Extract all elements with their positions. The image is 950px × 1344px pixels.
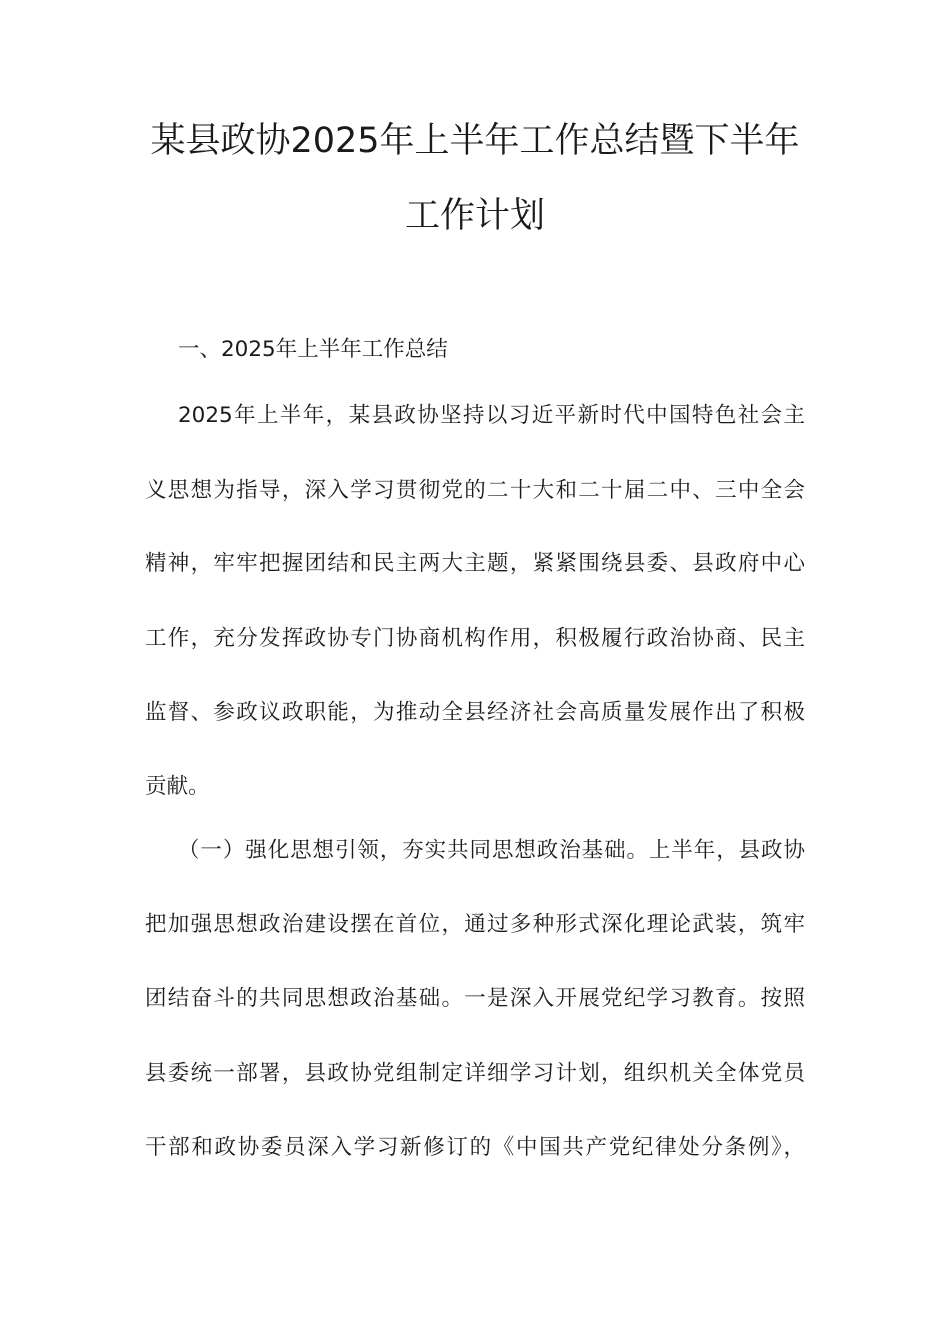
paragraph-2-line-5: 干部和政协委员深入学习新修订的《中国共产党纪律处分条例》， [145,1135,805,1160]
paragraph-2-line-4: 县委统一部署，县政协党组制定详细学习计划，组织机关全体党员 [145,1061,805,1086]
paragraph-2-line-3: 团结奋斗的共同思想政治基础。一是深入开展党纪学习教育。按照 [145,986,805,1011]
paragraph-1-line-1: 2025年上半年，某县政协坚持以习近平新时代中国特色社会主 [178,403,805,428]
document-title-line-2: 工作计划 [404,196,545,236]
paragraph-2-line-1: （一）强化思想引领，夯实共同思想政治基础。上半年，县政协 [178,838,805,863]
paragraph-1-line-3: 精神，牢牢把握团结和民主两大主题，紧紧围绕县委、县政府中心 [145,551,805,576]
section-heading: 一、2025年上半年工作总结 [178,337,448,362]
document-title-line-1: 某县政协2025年上半年工作总结暨下半年 [150,121,800,161]
paragraph-1-line-6: 贡献。 [145,774,210,799]
paragraph-1-line-4: 工作，充分发挥政协专门协商机构作用，积极履行政治协商、民主 [145,626,805,651]
paragraph-1-line-2: 义思想为指导，深入学习贯彻党的二十大和二十届二中、三中全会 [145,478,805,503]
paragraph-2-line-2: 把加强思想政治建设摆在首位，通过多种形式深化理论武装，筑牢 [145,912,805,937]
paragraph-1-line-5: 监督、参政议政职能，为推动全县经济社会高质量发展作出了积极 [145,700,805,725]
